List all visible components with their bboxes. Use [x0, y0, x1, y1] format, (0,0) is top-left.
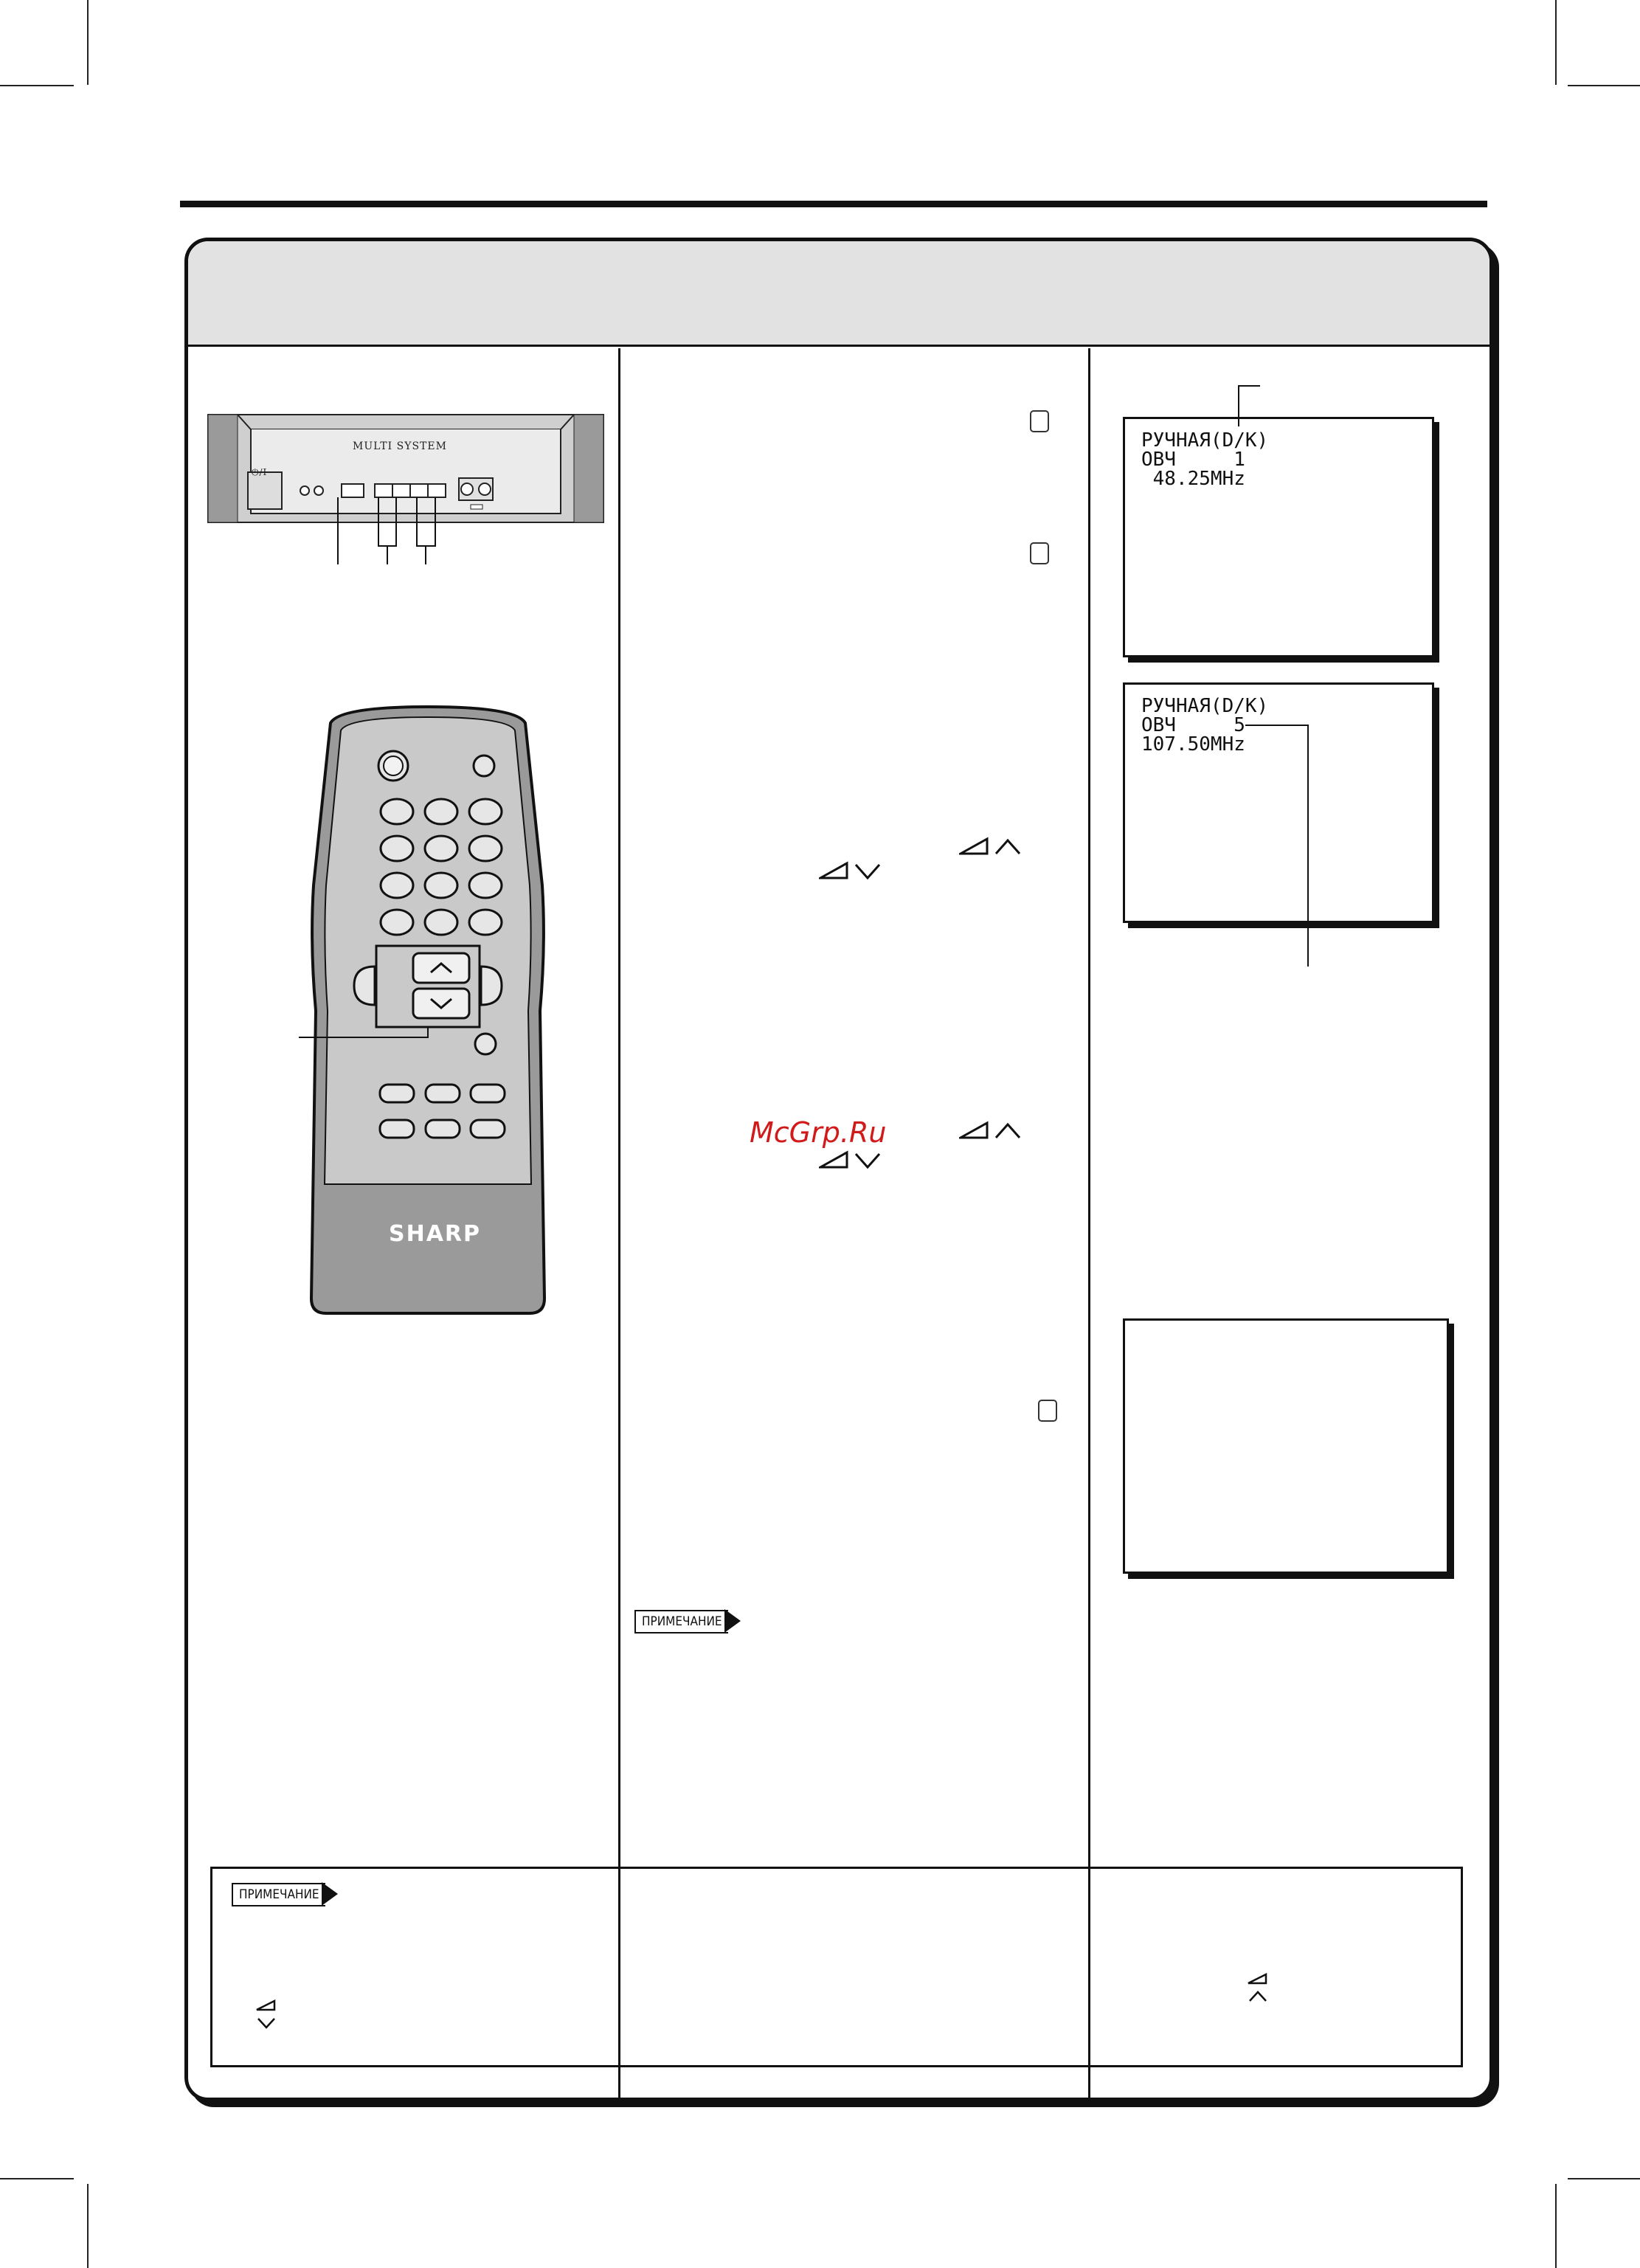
crop-mark — [1555, 0, 1557, 85]
osd-band-line: ОВЧ 1 — [1141, 449, 1245, 471]
volume-channel-up-icon — [959, 836, 1027, 858]
note-label: ПРИМЕЧАНИЕ — [634, 1610, 728, 1633]
osd-screen — [1123, 417, 1434, 657]
step-checkbox — [1030, 410, 1049, 432]
watermark-text: McGrp.Ru — [750, 1116, 887, 1149]
callout-line — [1245, 725, 1307, 726]
crop-mark — [0, 2178, 74, 2179]
crop-mark — [87, 0, 89, 85]
tv-power-label: ⏻/I — [252, 467, 268, 477]
note-arrow-icon — [322, 1882, 338, 1906]
column-divider — [1088, 348, 1090, 2098]
volume-channel-up-icon — [1247, 1973, 1269, 2005]
volume-channel-up-icon — [959, 1120, 1027, 1142]
tv-multi-system-label: MULTI SYSTEM — [353, 440, 447, 452]
osd-frequency-line: 48.25MHz — [1141, 468, 1245, 490]
page-top-rule — [180, 201, 1487, 207]
remote-brand-logo: SHARP — [389, 1221, 482, 1247]
crop-mark — [1568, 2178, 1640, 2179]
column-divider — [618, 348, 620, 2098]
step-checkbox — [1038, 1400, 1057, 1422]
osd-mode-line: РУЧНАЯ(D/K) — [1141, 429, 1269, 452]
note-arrow-icon — [724, 1609, 741, 1633]
crop-mark — [1568, 85, 1640, 86]
volume-channel-down-icon — [819, 860, 893, 882]
crop-mark — [0, 85, 74, 86]
step-checkbox — [1030, 542, 1049, 564]
note-box — [210, 1867, 1463, 2067]
osd-screen — [1123, 682, 1434, 923]
osd-frequency-line: 107.50MHz — [1141, 733, 1245, 756]
volume-channel-down-icon — [255, 1999, 277, 2032]
crop-mark — [1555, 2184, 1557, 2268]
osd-band-line: ОВЧ 5 — [1141, 714, 1245, 736]
crop-mark — [87, 2184, 89, 2268]
tv-front-panel — [207, 413, 605, 568]
callout-line — [1307, 725, 1309, 967]
volume-channel-down-icon — [819, 1149, 893, 1172]
section-header-band — [188, 241, 1490, 347]
osd-screen-blank — [1123, 1318, 1449, 1574]
callout-line — [1238, 385, 1239, 426]
note-label: ПРИМЕЧАНИЕ — [232, 1883, 325, 1906]
callout-line — [1238, 385, 1260, 387]
osd-mode-line: РУЧНАЯ(D/K) — [1141, 695, 1269, 717]
